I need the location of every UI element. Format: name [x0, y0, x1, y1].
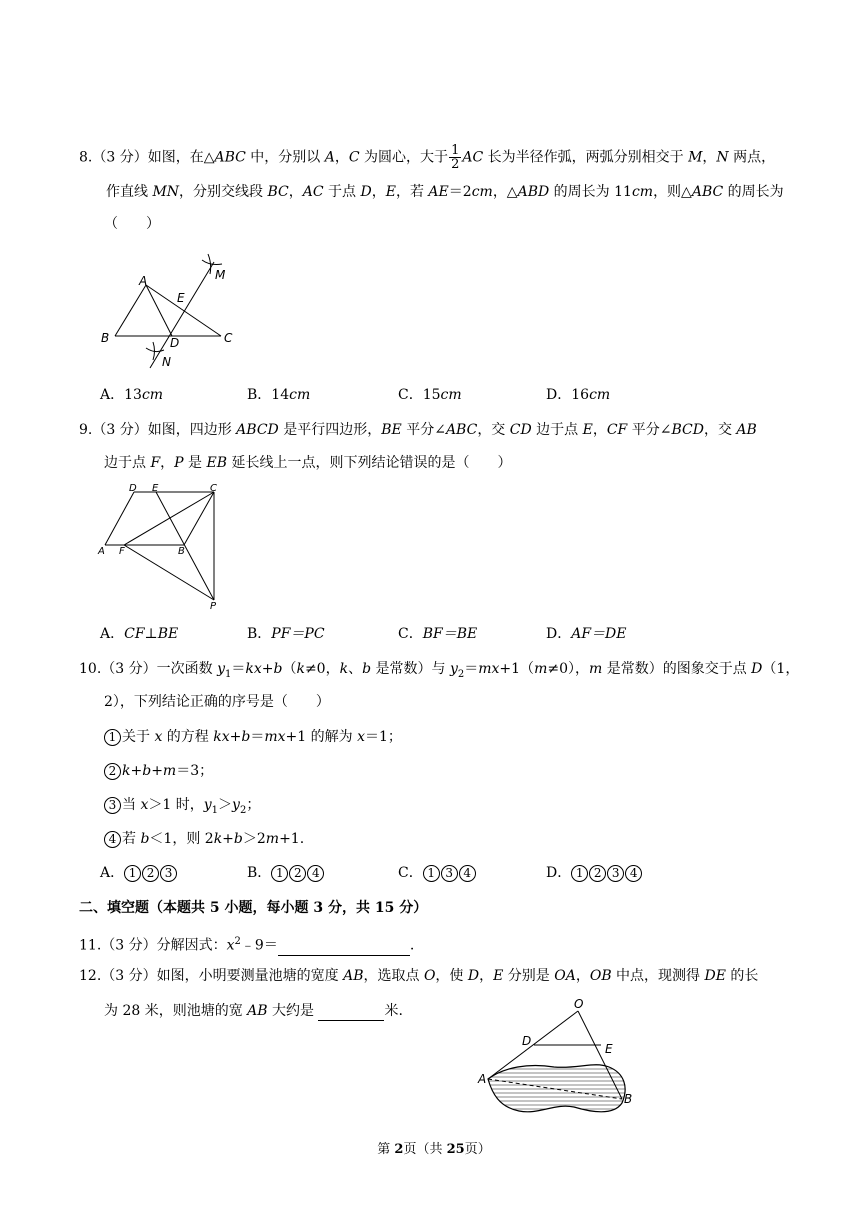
q10-statement-4: 4 若 b＜1，则 2k+b＞2m+1. [104, 829, 304, 849]
q10-line1: 10.（3 分）一次函数 $y_1=kx+b(k\ne 0$，k、b 是常数）与 $y_2=mx+1(m\ne 0)$，m 是常数）的图象交于点 D（1， [79, 661, 800, 680]
q9-label-c: C [210, 483, 217, 494]
q9-side-ad [105, 492, 134, 545]
q9-segment-cf [124, 492, 214, 545]
q8-label-c: C [224, 331, 233, 345]
q8-line2: 作直线 MN，分别交线段 BC，AC 于点 D，E，若 AE＝2cm，△ABD 的周长为 11cm，则△ABC 的周长为 [106, 184, 784, 200]
q12-line1: 12.（3 分）如图，小明要测量池塘的宽度 AB，选取点 O，使 D，E 分别是 OA，OB 中点，现测得 DE 的长 [79, 968, 759, 984]
q12-pond-figure [474, 995, 644, 1125]
q10-option-a[interactable]: A． 1 2 3 [100, 863, 178, 883]
q12-label-a: A [478, 1072, 487, 1086]
circled-number-2: 2 [104, 763, 121, 780]
q9-label-b: B [178, 546, 185, 557]
q8-label-d: D [170, 336, 180, 350]
q9-option-c[interactable]: C．BF＝BE [398, 626, 478, 642]
q8-line1: 8.（3 分）如图，在△ABC 中，分别以 A，C 为圆心，大于 $\frac{1}{2}$ AC 长为半径作弧，两弧分别相交于 M，N 两点， [79, 143, 776, 172]
q8-arc-m [202, 260, 222, 265]
q8-label-n: N [162, 355, 171, 369]
q12-label-o: O [574, 997, 584, 1011]
fraction-one-half: $\frac{1}{2}$ [451, 143, 460, 172]
q8-side-ab [115, 285, 146, 336]
q10-option-c[interactable]: C． 1 3 4 [398, 863, 477, 883]
q9-option-b[interactable]: B．PF＝PC [247, 626, 325, 642]
q9-label-e: E [152, 483, 159, 494]
circled-number-1: 1 [104, 729, 121, 746]
q11-answer-blank[interactable] [278, 939, 410, 956]
q9-line2: 边于点 F，P 是 EB 延长线上一点，则下列结论错误的是（ ） [104, 455, 512, 471]
q8-option-b[interactable]: B．14cm [247, 387, 311, 403]
section-heading-fill-in: 二、填空题（本题共 5 小题，每小题 3 分，共 15 分） [79, 900, 428, 916]
q9-label-a: A [98, 546, 105, 557]
circled-number-3: 3 [104, 797, 121, 814]
q8-line-mn [150, 262, 214, 368]
q10-statement-1: 1 关于 x 的方程 kx+b＝mx+1 的解为 x＝1； [104, 727, 402, 747]
q8-option-d[interactable]: D．16cm [546, 387, 611, 403]
q12-line2: 为 28 米，则池塘的宽 AB 大约是 米. [104, 1003, 403, 1019]
q8-label-a: A [139, 274, 148, 288]
q10-option-d[interactable]: D． 1 2 3 4 [546, 863, 643, 883]
circled-number-4: 4 [104, 831, 121, 848]
q11-line: 11.（3 分）分解因式：$x^2﹣9=$ . [79, 936, 415, 954]
q10-statement-2: 2 k+b+m＝3； [104, 761, 213, 781]
page-footer: 第 2页（共 25页） [377, 1142, 491, 1157]
q8-label-b: B [101, 331, 110, 345]
q9-label-d: D [129, 483, 137, 494]
q8-triangle-figure [98, 250, 248, 380]
q9-option-a[interactable]: A．CF⊥BE [100, 626, 179, 642]
q12-label-e: E [605, 1042, 613, 1056]
q8-option-c[interactable]: C．15cm [398, 387, 462, 403]
q8-option-a[interactable]: A．13cm [100, 387, 164, 403]
q9-side-bc [184, 492, 214, 545]
q12-pond-shape [488, 1065, 625, 1112]
q10-line2: 2），下列结论正确的序号是（ ） [104, 694, 330, 710]
q8-segment-ad [146, 285, 172, 336]
q10-statement-3: 3 当 x＞1 时，$y_1>y_2$； [104, 795, 260, 821]
q9-label-p: P [210, 601, 217, 612]
q12-answer-blank[interactable] [318, 1004, 384, 1021]
q9-parallelogram-figure [96, 482, 236, 612]
q9-label-f: F [119, 546, 125, 557]
q8-label-e: E [177, 291, 185, 305]
q12-label-d: D [522, 1034, 532, 1048]
q12-label-b: B [624, 1092, 633, 1106]
q8-answer-paren: （ ） [104, 216, 160, 232]
q9-option-d[interactable]: D．AF＝DE [546, 626, 627, 642]
q9-line1: 9.（3 分）如图，四边形 ABCD 是平行四边形，BE 平分∠ABC，交 CD 边于点 E，CF 平分∠BCD，交 AB [79, 422, 757, 438]
q10-option-b[interactable]: B． 1 2 4 [247, 863, 325, 883]
q9-segment-fp [124, 545, 214, 600]
q8-label-m: M [215, 268, 226, 282]
